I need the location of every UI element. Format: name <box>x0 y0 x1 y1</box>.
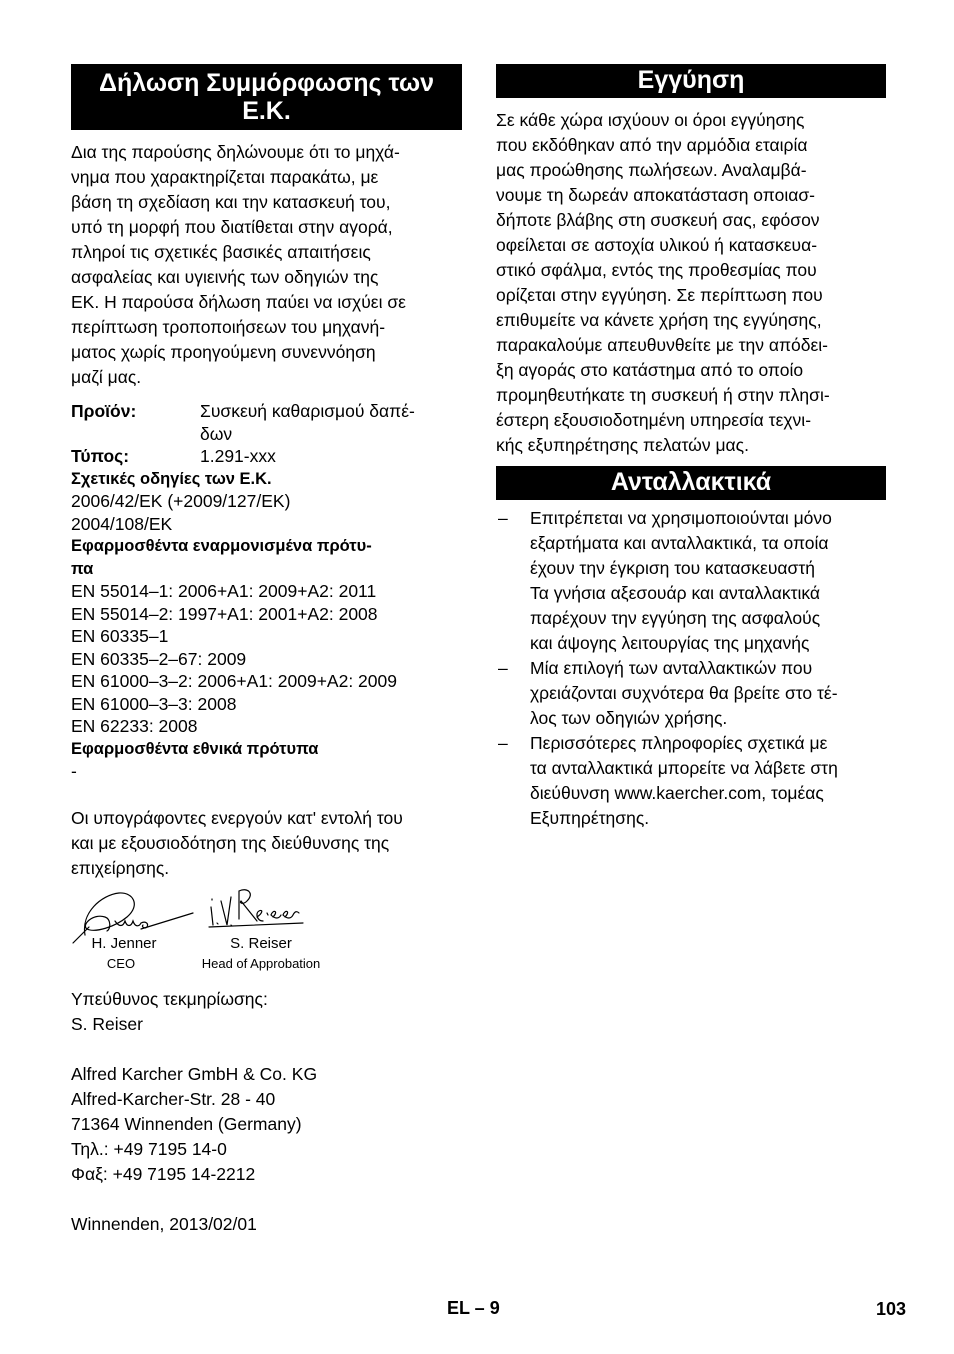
directive-item: 2004/108/ΕΚ <box>71 513 173 534</box>
type-value: 1.291-xxx <box>200 446 276 466</box>
product-label: Προϊόν: <box>71 401 137 421</box>
signatory-2-name: S. Reiser <box>230 934 292 952</box>
list-item-text: Περισσότερες πληροφορίες σχετικά με τα ανταλλακτικά μπορείτε να λάβετε στη διεύθυνση www.kaercher.com, τομέας Εξυπηρέτησης. <box>530 733 838 828</box>
standard-item: EN 60335–2–67: 2009 <box>71 648 247 669</box>
company-address <box>71 1062 462 1187</box>
type-row <box>71 445 462 468</box>
list-bullet: – <box>498 508 508 528</box>
spare-parts-list <box>496 506 886 831</box>
product-row <box>71 400 462 445</box>
warranty-heading: Εγγύηση <box>496 64 886 98</box>
signatures <box>71 883 462 983</box>
address-line: Alfred-Karcher-Str. 28 - 40 <box>71 1088 276 1109</box>
type-label: Τύπος: <box>71 446 130 466</box>
documentation-label: Υπεύθυνος τεκμηρίωσης: <box>71 988 268 1009</box>
list-item-text: Επιτρέπεται να χρησιμοποιούνται μόνο εξαρτήματα και ανταλλακτικά, τα οποία έχουν την έγκριση του κατασκευαστή Τα γνήσια αξεσουάρ και ανταλλακτικά παρέχουν την εγγύηση της ασφαλούς και άψογης λειτουργίας της μηχανής <box>530 508 832 653</box>
declaration-heading: Δήλωση Συμμόρφωσης των Ε.Κ. <box>71 64 462 130</box>
right-column <box>496 64 886 831</box>
signatories-text: Οι υπογράφοντες ενεργούν κατ' εντολή του και με εξουσιοδότηση της διεύθυνσης της επιχείρησης. <box>71 807 403 878</box>
national-value: - <box>71 761 77 781</box>
standard-item: EN 60335–1 <box>71 626 169 646</box>
harmonized-label: Εφαρμοσθέντα εναρμονισμένα πρότυ- πα <box>71 537 372 578</box>
national-label: Εφαρμοσθέντα εθνικά πρότυπα <box>71 739 319 758</box>
signatory-2-role: Head of Approbation <box>201 955 321 971</box>
list-item <box>496 506 886 656</box>
list-item <box>496 656 886 731</box>
list-item-text: Μία επιλογή των ανταλλακτικών που χρειάζονται συχνότερα θα βρείτε στο τέ- λος των οδηγιών χρήσης. <box>530 658 838 728</box>
declaration-intro: Δια της παρούσης δηλώνουμε ότι το μηχά- νημα που χαρακτηρίζεται παρακάτω, με βάση τη σχεδίαση και την κατασκευή του, υπό τη μορφή που διατίθεται στην αγορά, πληροί τις σχετικές βασικές απαιτήσεις ασφαλείας και υγιεινής των οδηγιών της ΕΚ. Η παρούσα δήλωση παύει να ισχύει σε περίπτωση τροποποιήσεων του μηχανή- ματος χωρίς προηγούμενη συνεννόηση μαζί μας. <box>71 142 406 387</box>
signatory-1-role: CEO <box>106 955 136 971</box>
list-item <box>496 731 886 831</box>
place-date: Winnenden, 2013/02/01 <box>71 1213 257 1234</box>
standard-item: EN 62233: 2008 <box>71 716 198 736</box>
list-bullet: – <box>498 658 508 678</box>
standard-item: EN 55014–2: 1997+A1: 2001+A2: 2008 <box>71 603 378 624</box>
left-column <box>71 64 462 1237</box>
documentation-responsible <box>71 987 462 1037</box>
address-line: 71364 Winnenden (Germany) <box>71 1113 302 1134</box>
standard-item: EN 61000–3–2: 2006+A1: 2009+A2: 2009 <box>71 671 397 691</box>
list-bullet: – <box>498 733 508 753</box>
address-line: Τηλ.: +49 7195 14-0 <box>71 1138 227 1159</box>
footer-page-number: 103 <box>876 1299 907 1319</box>
product-value: Συσκευή καθαρισμού δαπέ- δων <box>200 401 415 444</box>
directives-label: Σχετικές οδηγίες των Ε.Κ. <box>71 469 272 488</box>
standard-item: EN 61000–3–3: 2008 <box>71 693 237 714</box>
documentation-name: S. Reiser <box>71 1013 143 1034</box>
address-line: Φαξ: +49 7195 14-2212 <box>71 1163 256 1184</box>
directive-item: 2006/42/ΕΚ (+2009/127/ΕΚ) <box>71 491 291 511</box>
address-line: Alfred Karcher GmbH & Co. KG <box>71 1063 318 1084</box>
signatory-1-name: H. Jenner <box>91 934 157 952</box>
spare-parts-heading: Ανταλλακτικά <box>496 466 886 500</box>
spec-block <box>71 400 462 783</box>
footer-language-page: EL – 9 <box>447 1298 500 1318</box>
standard-item: EN 55014–1: 2006+A1: 2009+A2: 2011 <box>71 581 377 601</box>
warranty-text: Σε κάθε χώρα ισχύουν οι όροι εγγύησης που εκδόθηκαν από την αρμόδια εταιρία μας προώθησης πωλήσεων. Αναλαμβά- νουμε τη δωρεάν αποκατάσταση οποιασ- δήποτε βλάβης στη συσκευή σας, εφόσον οφείλεται σε αστοχία υλικού ή κατασκευα- στικό σφάλμα, εντός της προθεσμίας που ορίζεται στην εγγύηση. Σε περίπτωση που επιθυμείτε να κάνετε χρήση της εγγύησης, παρακαλούμε απευθυνθείτε με την απόδει- ξη αγοράς στο κατάστημα από το οποίο προμηθευτήκατε τη συσκευή ή στην πλησι- έστερη εξουσιοδοτημένη υπηρεσία τεχνι- κής εξυπηρέτησης πελατών μας. <box>496 110 830 455</box>
